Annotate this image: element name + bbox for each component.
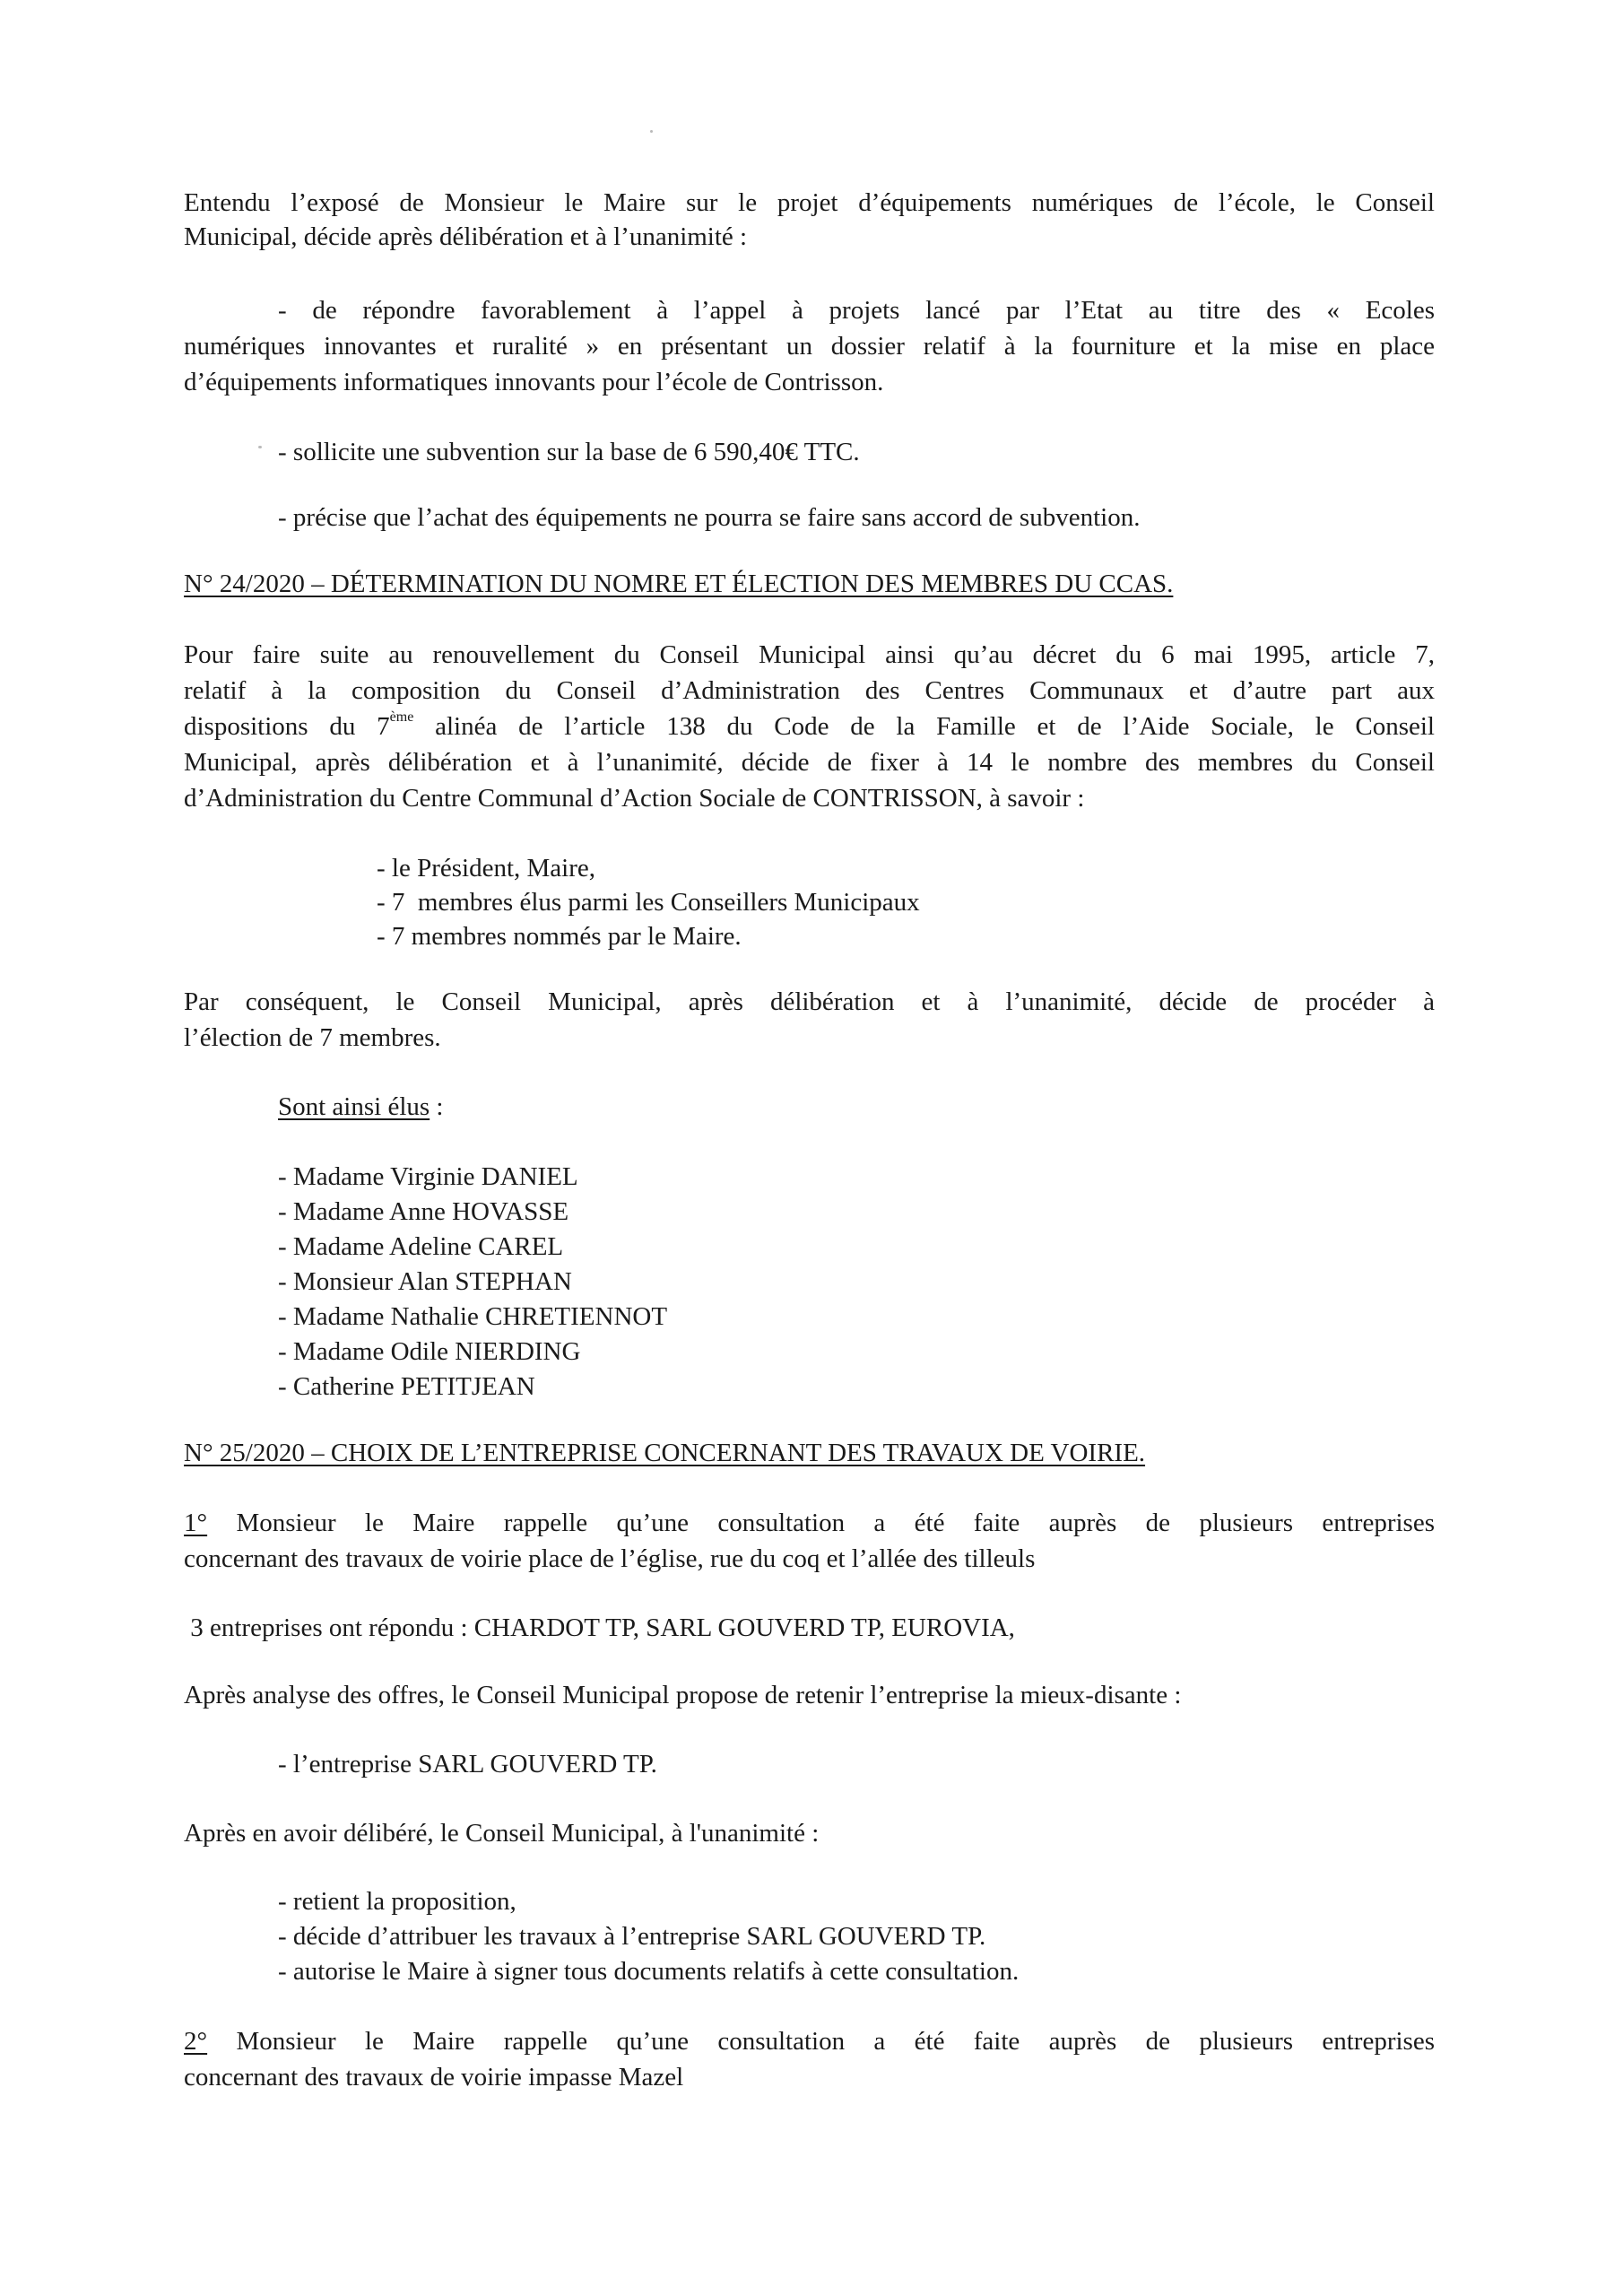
list-item: - Madame Nathalie CHRETIENNOT: [278, 1302, 668, 1331]
list-item: - décide d’attribuer les travaux à l’entreprise SARL GOUVERD TP.: [278, 1922, 986, 1951]
responders-line: 3 entreprises ont répondu : CHARDOT TP, SARL GOUVERD TP, EUROVIA,: [184, 1613, 1015, 1642]
intro-line: Entendu l’exposé de Monsieur le Maire sur le projet d’équipements numériques de l’école, le Conseil: [184, 188, 1435, 217]
intro-line: Municipal, décide après délibération et à l’unanimité :: [184, 222, 748, 251]
paragraph-line: [184, 709, 1435, 744]
list-item: - Madame Virginie DANIEL: [278, 1162, 578, 1191]
paragraph-line: Par conséquent, le Conseil Municipal, après délibération et à l’unanimité, décide de procéder à: [184, 987, 1435, 1016]
decision-item-line: d’équipements informatiques innovants pour l’école de Contrisson.: [184, 368, 884, 396]
paragraph-text: dispositions du 7: [184, 712, 390, 741]
list-item: - 7 membres élus parmi les Conseillers Municipaux: [377, 888, 920, 917]
paragraph-line: Pour faire suite au renouvellement du Conseil Municipal ainsi qu’au décret du 6 mai 1995, article 7,: [184, 640, 1435, 669]
analysis-line: Après analyse des offres, le Conseil Municipal propose de retenir l’entreprise la mieux-disante :: [184, 1681, 1182, 1709]
superscript-ordinal: ème: [389, 709, 414, 726]
item-number: 1°: [184, 1509, 208, 1537]
list-item: - le Président, Maire,: [377, 854, 596, 883]
decision-item-line: - de répondre favorablement à l’appel à projets lancé par l’Etat au titre des « Ecoles: [278, 296, 1435, 325]
chosen-company: - l’entreprise SARL GOUVERD TP.: [278, 1750, 657, 1779]
paragraph-text: Monsieur le Maire rappelle qu’une consultation a été faite auprès de plusieurs entreprises: [207, 1509, 1435, 1537]
elected-heading: [278, 1089, 443, 1125]
decision-item-line: numériques innovantes et ruralité » en présentant un dossier relatif à la fourniture et la mise en place: [184, 332, 1435, 361]
paragraph-line: [184, 1505, 1435, 1541]
scan-speck: [650, 130, 653, 133]
paragraph-line: Municipal, après délibération et à l’unanimité, décide de fixer à 14 le nombre des membres du Conseil: [184, 748, 1435, 777]
paragraph-text: Monsieur le Maire rappelle qu’une consultation a été faite auprès de plusieurs entreprises: [207, 2027, 1435, 2056]
paragraph-text: alinéa de l’article 138 du Code de la Famille et de l’Aide Sociale, le Conseil: [413, 712, 1435, 741]
section-heading: N° 24/2020 – DÉTERMINATION DU NOMRE ET ÉLECTION DES MEMBRES DU CCAS.: [184, 570, 1174, 598]
list-item: - retient la proposition,: [278, 1887, 516, 1916]
paragraph-line: concernant des travaux de voirie impasse Mazel: [184, 2063, 684, 2092]
scan-speck: [258, 446, 262, 448]
decision-item-line: - sollicite une subvention sur la base de 6 590,40€ TTC.: [278, 438, 860, 466]
item-number: 2°: [184, 2027, 208, 2056]
list-item: - Monsieur Alan STEPHAN: [278, 1267, 572, 1296]
elected-colon: :: [430, 1092, 444, 1121]
list-item: - Madame Anne HOVASSE: [278, 1197, 569, 1226]
paragraph-line: relatif à la composition du Conseil d’Administration des Centres Communaux et d’autre part aux: [184, 676, 1435, 705]
paragraph-line: [184, 2023, 1435, 2059]
deliberation-line: Après en avoir délibéré, le Conseil Municipal, à l'unanimité :: [184, 1819, 820, 1848]
paragraph-line: d’Administration du Centre Communal d’Action Sociale de CONTRISSON, à savoir :: [184, 784, 1085, 813]
list-item: - 7 membres nommés par le Maire.: [377, 922, 742, 951]
list-item: - Madame Adeline CAREL: [278, 1232, 564, 1261]
decision-item-line: - précise que l’achat des équipements ne pourra se faire sans accord de subvention.: [278, 503, 1141, 532]
section-heading: N° 25/2020 – CHOIX DE L’ENTREPRISE CONCERNANT DES TRAVAUX DE VOIRIE.: [184, 1439, 1146, 1467]
elected-label: Sont ainsi élus: [278, 1092, 430, 1121]
paragraph-line: concernant des travaux de voirie place de l’église, rue du coq et l’allée des tilleuls: [184, 1544, 1036, 1573]
list-item: - autorise le Maire à signer tous documents relatifs à cette consultation.: [278, 1957, 1020, 1986]
list-item: - Madame Odile NIERDING: [278, 1337, 581, 1366]
list-item: - Catherine PETITJEAN: [278, 1372, 535, 1401]
paragraph-line: l’élection de 7 membres.: [184, 1023, 441, 1052]
